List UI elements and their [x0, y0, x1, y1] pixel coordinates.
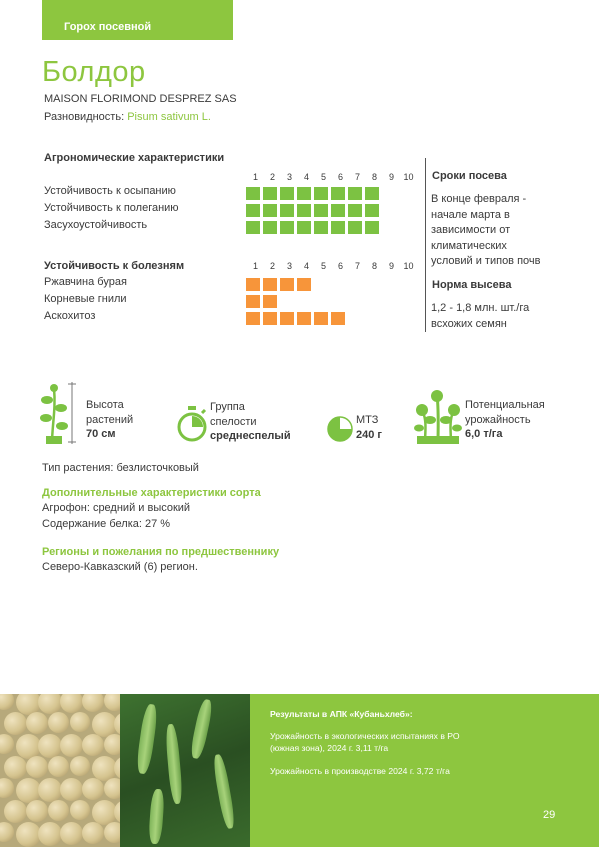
- pea-seed: [82, 734, 104, 756]
- pea-seed: [82, 822, 104, 844]
- regions-heading: Регионы и пожелания по предшественнику: [42, 546, 280, 558]
- originator-company: MAISON FLORIMOND DESPREZ SAS: [44, 93, 237, 105]
- pea-seed: [82, 694, 104, 712]
- pea-seed: [4, 712, 27, 735]
- pea-seed: [38, 822, 62, 846]
- seeding-rate-line: 1,2 - 1,8 млн. шт./га: [431, 302, 530, 314]
- pea-seed: [48, 800, 69, 821]
- seed-weight-icon: [327, 416, 353, 442]
- sowing-timing-line: В конце февраля -: [431, 193, 527, 205]
- seeding-rate-text: [431, 301, 581, 332]
- seeding-rate-heading: Норма высева: [432, 279, 512, 291]
- rating-label: Устойчивость к осыпанию: [44, 185, 176, 197]
- rating-square: [297, 221, 311, 234]
- pea-seed: [0, 822, 14, 842]
- yield-label: урожайность: [465, 413, 531, 426]
- extra-characteristics-heading: Дополнительные характеристики сорта: [42, 487, 261, 499]
- rating-square: [331, 204, 345, 217]
- rating-label: Ржавчина бурая: [44, 276, 127, 288]
- rating-square: [246, 312, 260, 325]
- seeding-rate-line: всхожих семян: [431, 317, 507, 330]
- rating-square: [280, 187, 294, 200]
- rating-square: [263, 221, 277, 234]
- rating-square: [348, 221, 362, 234]
- rating-square: [246, 204, 260, 217]
- pea-seed: [4, 756, 27, 779]
- rating-square: [348, 187, 362, 200]
- sowing-timing-line: климатических: [431, 239, 507, 252]
- rating-square: [331, 221, 345, 234]
- pea-seed: [26, 756, 48, 778]
- variety-latin-name: Pisum sativum L.: [127, 111, 211, 123]
- protein-text: Содержание белка: 27 %: [42, 518, 171, 530]
- yield-block: [465, 398, 545, 442]
- pea-seed: [48, 756, 69, 777]
- scale-number: 8: [371, 172, 377, 182]
- pea-seed: [26, 712, 48, 734]
- rating-square: [297, 187, 311, 200]
- results-eco-trials: [270, 730, 570, 754]
- scale-number: 3: [286, 172, 292, 182]
- variety-title: Болдор: [42, 56, 146, 88]
- scale-number: 9: [388, 172, 394, 182]
- results-line: (южная зона), 2024 г. 3,11 т/га: [270, 743, 389, 753]
- rating-label: Устойчивость к полеганию: [44, 202, 179, 214]
- pea-seed: [60, 694, 83, 713]
- rating-label: Корневые гнили: [44, 293, 127, 305]
- category-tab: [42, 0, 233, 40]
- column-divider: [425, 158, 426, 332]
- scale-number: 9: [388, 261, 394, 271]
- sowing-timing-line: зависимости от: [431, 224, 511, 236]
- seed-weight-block: [356, 413, 382, 442]
- pea-seed: [70, 756, 90, 776]
- rating-square: [365, 221, 379, 234]
- pea-seed: [60, 778, 83, 801]
- disease-heading: Устойчивость к болезням: [44, 260, 185, 272]
- rating-square: [263, 312, 277, 325]
- scale-number: 8: [371, 261, 377, 271]
- rating-square: [263, 187, 277, 200]
- plant-height-value: 70 см: [86, 428, 116, 440]
- agronomic-heading: Агрономические характеристики: [44, 152, 225, 164]
- pea-seed: [70, 800, 90, 820]
- plant-height-block: [86, 398, 133, 442]
- rating-square: [348, 204, 362, 217]
- rating-square: [246, 221, 260, 234]
- rating-square: [331, 312, 345, 325]
- rating-square: [246, 295, 260, 308]
- variety-label: Разновидность:: [44, 111, 125, 123]
- scale-number: 10: [403, 261, 414, 271]
- rating-square: [263, 278, 277, 291]
- scale-number: 6: [337, 172, 343, 182]
- rating-square: [331, 187, 345, 200]
- results-production: Урожайность в производстве 2024 г. 3,72 т/га: [270, 766, 450, 776]
- rating-square: [297, 204, 311, 217]
- stopwatch-icon: [176, 406, 208, 442]
- scale-number: 10: [403, 172, 414, 182]
- results-panel: [250, 694, 599, 847]
- pea-seed: [0, 778, 14, 798]
- page-number: 29: [543, 809, 556, 821]
- scale-number: 7: [354, 261, 360, 271]
- scale-number: 3: [286, 261, 292, 271]
- yield-value: 6,0 т/га: [465, 428, 503, 440]
- seed-weight-label: МТЗ: [356, 414, 379, 426]
- sowing-timing-line: начале марта в: [431, 208, 510, 221]
- scale-number: 7: [354, 172, 360, 182]
- rating-square: [280, 221, 294, 234]
- pea-seed: [26, 800, 48, 822]
- pea-seed: [60, 822, 83, 845]
- results-line: Урожайность в экологических испытаниях в РО: [270, 731, 460, 741]
- pea-seed: [60, 734, 83, 757]
- maturity-label: спелости: [210, 415, 257, 428]
- scale-number: 6: [337, 261, 343, 271]
- rating-square: [365, 204, 379, 217]
- rating-square: [246, 187, 260, 200]
- scale-number: 4: [303, 261, 309, 271]
- pea-seed: [70, 712, 90, 732]
- scale-number: 5: [320, 261, 326, 271]
- agrofon-text: Агрофон: средний и высокий: [42, 502, 191, 514]
- rating-square: [314, 204, 328, 217]
- rating-square: [297, 312, 311, 325]
- rating-square: [280, 204, 294, 217]
- pea-seed: [4, 800, 27, 823]
- rating-square: [365, 187, 379, 200]
- pea-seed: [0, 694, 14, 710]
- sowing-timing-text: [431, 192, 581, 270]
- rating-square: [246, 278, 260, 291]
- category-label: Горох посевной: [64, 21, 152, 33]
- rating-label: Аскохитоз: [44, 310, 96, 322]
- pea-seed: [38, 734, 62, 758]
- rating-square: [263, 295, 277, 308]
- plant-height-icon: [38, 380, 78, 448]
- variety-line: [44, 111, 211, 123]
- maturity-label: Группа: [210, 401, 245, 413]
- yield-label: Потенциальная: [465, 399, 545, 411]
- rating-square: [314, 312, 328, 325]
- scale-number: 1: [252, 172, 258, 182]
- yield-plant-icon: [413, 388, 463, 446]
- pea-seed: [38, 778, 62, 802]
- pea-seed: [0, 734, 14, 754]
- seed-weight-value: 240 г: [356, 428, 382, 441]
- pea-seed: [82, 778, 104, 800]
- pea-seeds-image: [0, 694, 132, 847]
- plant-type: Тип растения: безлисточковый: [42, 462, 199, 474]
- regions-text: Северо-Кавказский (6) регион.: [42, 561, 198, 573]
- plant-height-label: Высота: [86, 399, 124, 411]
- sowing-timing-line: условий и типов почв: [431, 255, 541, 267]
- scale-number: 1: [252, 261, 258, 271]
- rating-square: [314, 221, 328, 234]
- scale-number: 5: [320, 172, 326, 182]
- maturity-block: [210, 400, 291, 444]
- rating-square: [280, 312, 294, 325]
- pea-seed: [48, 712, 69, 733]
- scale-number: 2: [269, 261, 275, 271]
- pea-photo: [0, 694, 250, 847]
- scale-number: 2: [269, 172, 275, 182]
- scale-number: 4: [303, 172, 309, 182]
- rating-label: Засухоустойчивость: [44, 219, 148, 231]
- rating-square: [263, 204, 277, 217]
- maturity-value: среднеспелый: [210, 430, 291, 442]
- rating-square: [297, 278, 311, 291]
- pea-seed: [38, 694, 62, 714]
- plant-height-label: растений: [86, 413, 134, 426]
- rating-square: [314, 187, 328, 200]
- sowing-timing-heading: Сроки посева: [432, 170, 507, 182]
- rating-square: [280, 278, 294, 291]
- results-title: Результаты в АПК «Кубаньхлеб»:: [270, 709, 413, 719]
- pea-pods-image: [120, 694, 250, 847]
